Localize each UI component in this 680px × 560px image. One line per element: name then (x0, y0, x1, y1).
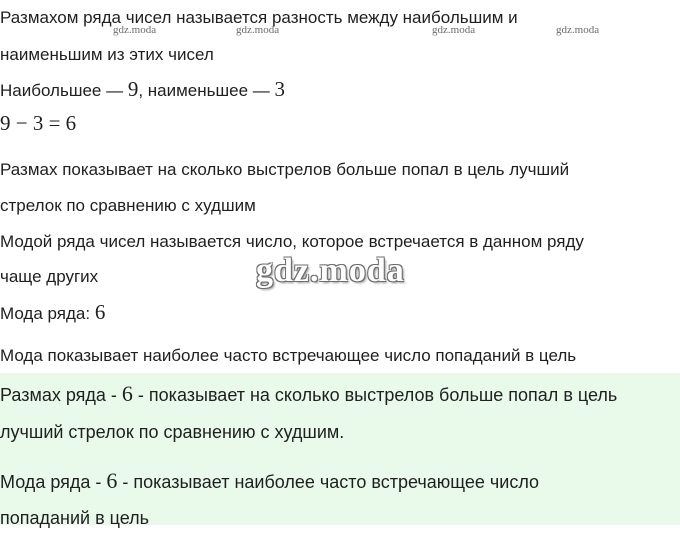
watermark-large: gdz.moda (256, 252, 405, 289)
max-label: Наибольшее — (0, 81, 128, 100)
answer-range-line-1 (0, 381, 617, 407)
definition-range-line-1: Размахом ряда чисел называется разность между наибольшим и (0, 8, 518, 27)
answer-mode-line-1 (0, 468, 539, 494)
answer-range-value: 6 (121, 381, 133, 406)
mode-line (0, 300, 105, 325)
answer-mode-value: 6 (106, 468, 118, 493)
answer-mode-text: - показывает наиболее часто встречающее число (117, 472, 540, 492)
answer-range-line-2: лучший стрелок по сравнению с худшим. (0, 422, 345, 442)
mode-value: 6 (94, 300, 106, 324)
max-value: 9 (127, 77, 139, 101)
watermark-small: gdz.moda (432, 24, 476, 36)
definition-mode-line-2: чаще других (0, 267, 99, 286)
range-explanation-line-2: стрелок по сравнению с худшим (0, 196, 256, 215)
answer-range-label: Размах ряда - (0, 385, 122, 405)
answer-mode-line-2: попаданий в цель (0, 508, 150, 528)
min-value: 3 (274, 77, 285, 101)
mode-label: Мода ряда: (0, 304, 95, 323)
watermark-small: gdz.moda (236, 24, 280, 36)
answer-range-text: - показывает на сколько выстрелов больше попал в цель (132, 385, 618, 405)
answer-box (0, 373, 680, 528)
definition-range-line-2: наименьшим из этих чисел (0, 45, 214, 64)
definition-mode-line-1: Модой ряда чисел называется число, которое встречается в данном ряду (0, 232, 584, 251)
range-explanation-line-1: Размах показывает на сколько выстрелов больше попал в цель лучший (0, 160, 570, 179)
min-label: , наименьшее — (138, 81, 275, 100)
mode-explanation: Мода показывает наиболее часто встречающее число попаданий в цель (0, 346, 577, 365)
answer-mode-label: Мода ряда - (0, 472, 107, 492)
max-min-line (0, 77, 285, 102)
watermark-small: gdz.moda (113, 24, 157, 36)
range-formula: 9 − 3 = 6 (0, 111, 77, 135)
watermark-small: gdz.moda (556, 24, 600, 36)
